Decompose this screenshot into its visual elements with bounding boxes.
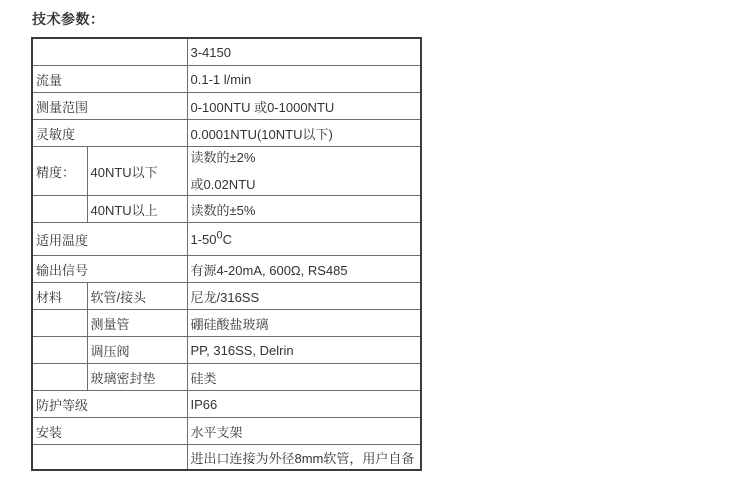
spec-label-cell [32, 364, 87, 391]
spec-label-cell: 流量 [32, 66, 187, 93]
spec-label-cell [32, 337, 87, 364]
spec-value-cell: 尼龙/316SS [187, 283, 421, 310]
spec-value-cell: 硼硅酸盐玻璃 [187, 310, 421, 337]
spec-sublabel-cell: 测量管 [87, 310, 187, 337]
table-row-sensitivity [32, 120, 421, 147]
spec-label-cell [32, 445, 187, 471]
table-row-protection [32, 391, 421, 418]
spec-value-cell: 水平支架 [187, 418, 421, 445]
accuracy-line-2: 或0.02NTU [190, 177, 256, 192]
table-row-installation [32, 418, 421, 445]
temperature-base: 1-50 [190, 231, 217, 247]
table-row-flow [32, 66, 421, 93]
spec-value-cell: 硅类 [187, 364, 421, 391]
temperature-unit: C [222, 231, 233, 247]
spec-value-cell: 进出口连接为外径8mm软管，用户自备 [187, 445, 421, 471]
table-row-accuracy-low [32, 147, 421, 196]
table-row-model [32, 38, 421, 66]
spec-sublabel-cell: 玻璃密封垫 [87, 364, 187, 391]
spec-value-cell: 读数的±5% [187, 196, 421, 223]
spec-table [31, 37, 422, 471]
table-row-temperature [32, 223, 421, 256]
spec-label-cell: 适用温度 [32, 223, 187, 256]
spec-sublabel-cell: 40NTU以下 [87, 147, 187, 196]
spec-sublabel-cell: 软管/接头 [87, 283, 187, 310]
spec-value-cell: 3-4150 [187, 38, 421, 66]
spec-label-cell: 精度： [32, 147, 87, 196]
spec-label-cell: 材料 [32, 283, 87, 310]
spec-label-cell: 安装 [32, 418, 187, 445]
page-title: 技术参数： [32, 11, 105, 27]
spec-label-cell [32, 310, 87, 337]
table-row-material-tube [32, 310, 421, 337]
table-row-material-tubing [32, 283, 421, 310]
spec-label-cell [32, 38, 187, 66]
table-row-output-signal [32, 256, 421, 283]
spec-label-cell: 灵敏度 [32, 120, 187, 147]
spec-value-cell [187, 147, 421, 196]
temperature-superscript: 0 [216, 229, 223, 242]
table-row-range [32, 93, 421, 120]
table-row-connection [32, 445, 421, 471]
table-row-accuracy-high [32, 196, 421, 223]
accuracy-line-1: 读数的±2% [190, 150, 256, 165]
spec-value-cell [187, 223, 421, 256]
spec-label-cell: 输出信号 [32, 256, 187, 283]
table-row-material-valve [32, 337, 421, 364]
spec-value-cell: 0-100NTU 或0-1000NTU [187, 93, 421, 120]
spec-value-cell: PP, 316SS, Delrin [187, 337, 421, 364]
table-row-material-gasket [32, 364, 421, 391]
spec-value-cell: IP66 [187, 391, 421, 418]
spec-value-cell: 0.0001NTU(10NTU以下) [187, 120, 421, 147]
spec-label-cell: 防护等级 [32, 391, 187, 418]
spec-value-cell: 有源4-20mA, 600Ω, RS485 [187, 256, 421, 283]
spec-sublabel-cell: 调压阀 [87, 337, 187, 364]
spec-label-cell: 测量范围 [32, 93, 187, 120]
spec-value-cell: 0.1-1 l/min [187, 66, 421, 93]
spec-label-cell [32, 196, 87, 223]
spec-sublabel-cell: 40NTU以上 [87, 196, 187, 223]
